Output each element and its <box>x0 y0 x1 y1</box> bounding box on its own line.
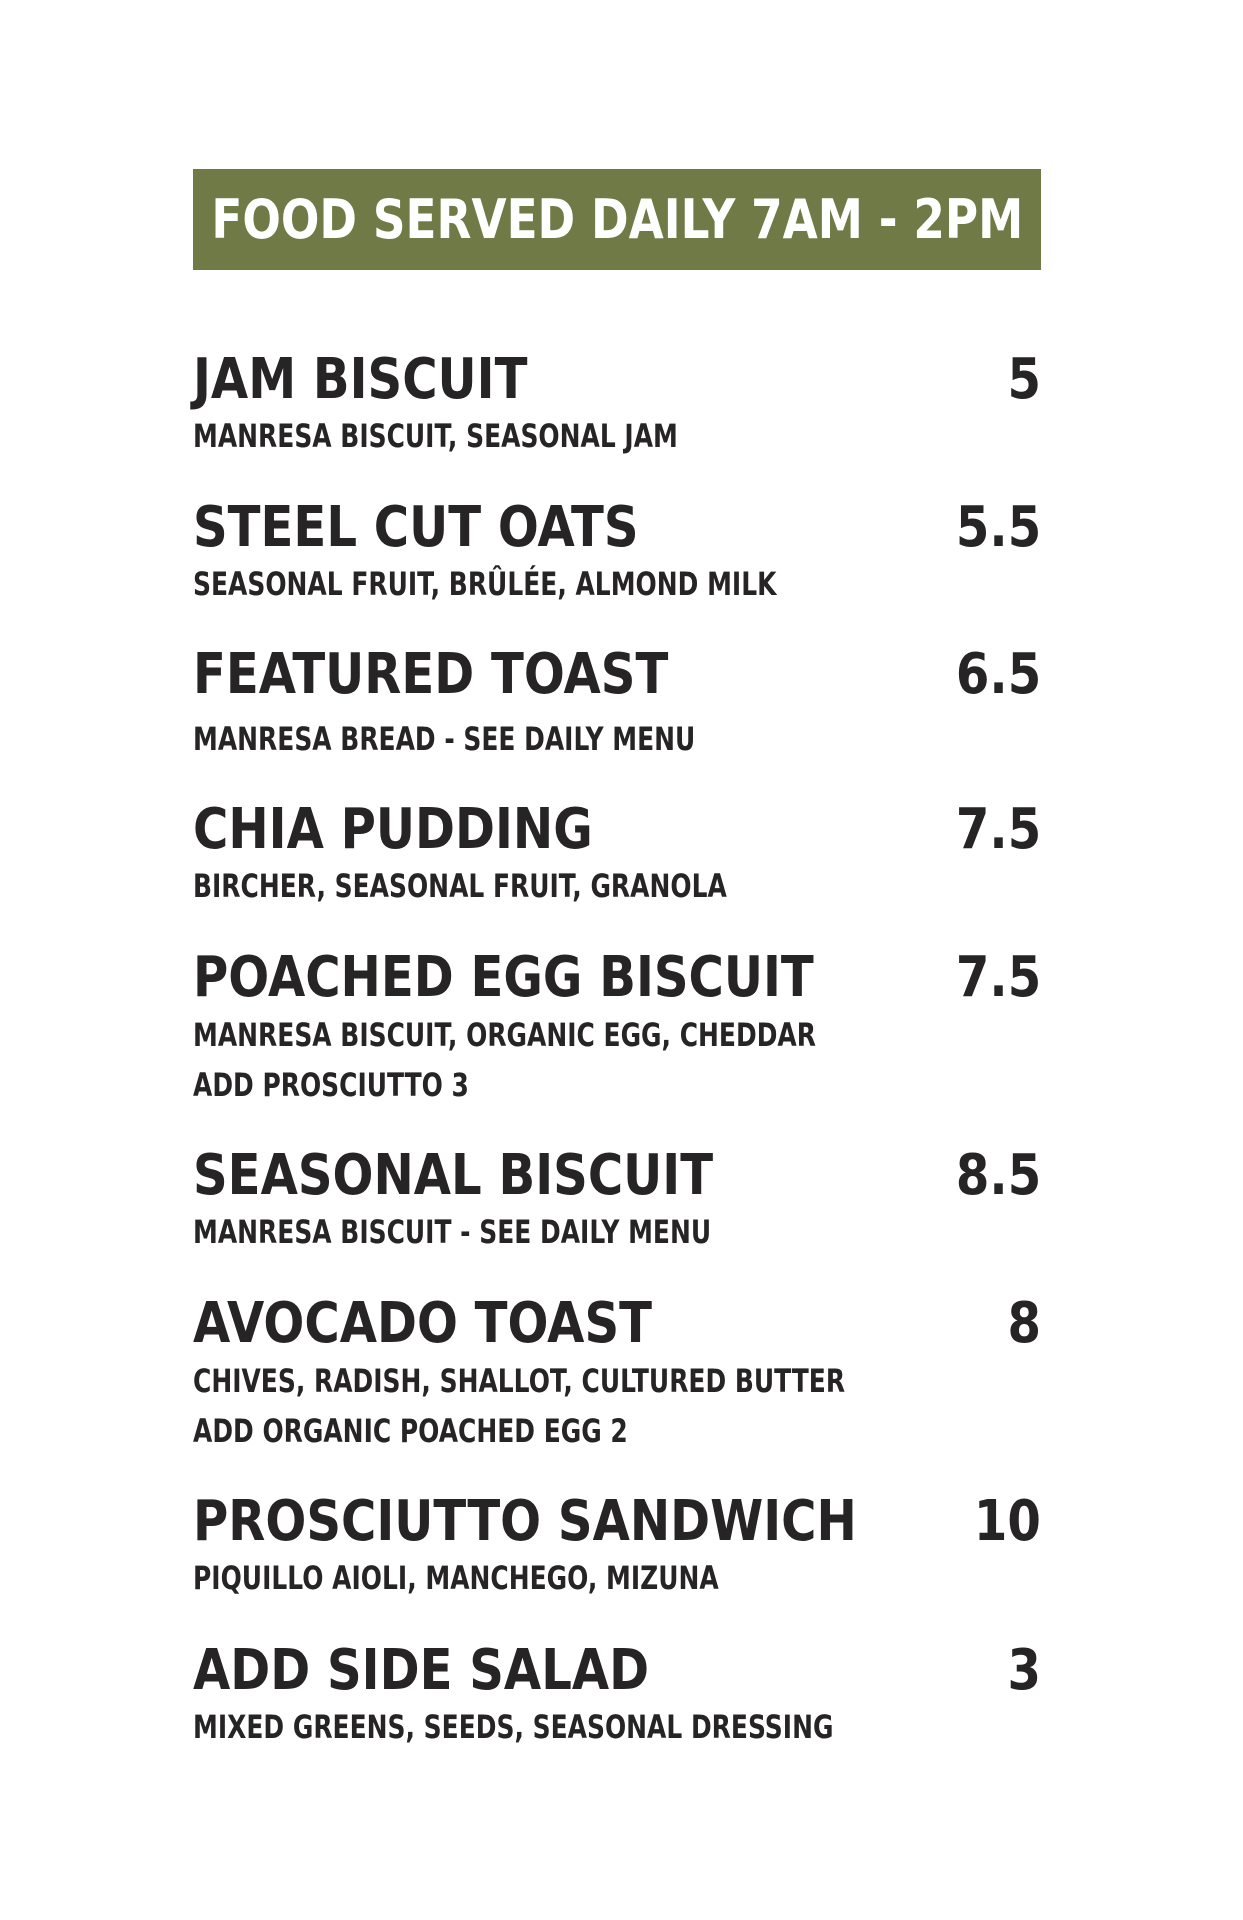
menu-item-description: MANRESA BISCUIT, ORGANIC EGG, CHEDDAR <box>193 1016 816 1054</box>
menu-item-description: CHIVES, RADISH, SHALLOT, CULTURED BUTTER <box>193 1362 846 1400</box>
hours-banner <box>193 169 1041 270</box>
menu-item-name: AVOCADO TOAST <box>193 1291 652 1356</box>
menu-item-description: BIRCHER, SEASONAL FRUIT, GRANOLA <box>193 867 727 905</box>
menu-item-name: JAM BISCUIT <box>193 347 528 412</box>
menu-item-name: SEASONAL BISCUIT <box>193 1143 714 1208</box>
menu-item-description: MIXED GREENS, SEEDS, SEASONAL DRESSING <box>193 1708 834 1746</box>
menu-item-description: SEASONAL FRUIT, BRÛLÉE, ALMOND MILK <box>193 565 777 603</box>
menu-item-price: 8 <box>1007 1291 1041 1356</box>
menu-item-addon: ADD ORGANIC POACHED EGG 2 <box>193 1412 628 1450</box>
menu-item-addon: ADD PROSCIUTTO 3 <box>193 1066 469 1104</box>
menu-item-name: FEATURED TOAST <box>193 642 669 707</box>
menu-item-name: POACHED EGG BISCUIT <box>193 945 814 1010</box>
menu-item-price: 8.5 <box>955 1143 1041 1208</box>
menu-item-price: 5 <box>1007 347 1041 412</box>
menu-item-name: PROSCIUTTO SANDWICH <box>193 1489 857 1554</box>
menu-item-price: 7.5 <box>955 797 1041 862</box>
menu-item-description: PIQUILLO AIOLI, MANCHEGO, MIZUNA <box>193 1559 719 1597</box>
hours-banner-title: FOOD SERVED DAILY 7AM - 2PM <box>211 187 1023 251</box>
menu-item-description: MANRESA BISCUIT - SEE DAILY MENU <box>193 1213 712 1251</box>
menu-item-description: MANRESA BREAD - SEE DAILY MENU <box>193 720 696 758</box>
menu-item-name: CHIA PUDDING <box>193 797 593 862</box>
menu-item-name: ADD SIDE SALAD <box>193 1638 650 1703</box>
menu-item-price: 7.5 <box>955 945 1041 1010</box>
menu-item-description: MANRESA BISCUIT, SEASONAL JAM <box>193 417 678 455</box>
menu-item-price: 5.5 <box>955 495 1041 560</box>
menu-item-price: 3 <box>1007 1638 1041 1703</box>
menu-item-price: 10 <box>973 1489 1041 1554</box>
menu-item-price: 6.5 <box>955 642 1041 707</box>
menu-item-name: STEEL CUT OATS <box>193 495 639 560</box>
